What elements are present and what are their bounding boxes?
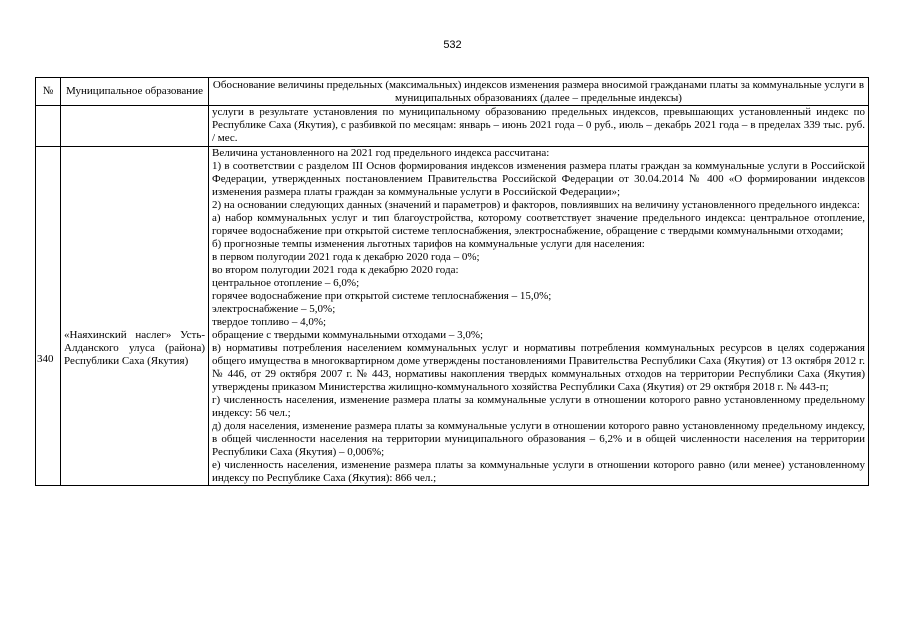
cell-number (36, 147, 61, 486)
paragraph: твердое топливо – 4,0%; (212, 316, 327, 328)
continuation-text: услуги в результате установления по муниципальному образованию предельных индексов, превышающих установленный индекс по Республике Саха (Якутия), с разбивкой по месяцам: январь – июнь 2021 года – 0 руб., июль – декабрь 2021 года – в пределах 339 тыс. руб. / мес. (209, 106, 869, 147)
paragraph: горячее водоснабжение при открытой системе теплоснабжения – 15,0%; (212, 290, 552, 302)
paragraph: 1) в соответствии с разделом III Основ формирования индексов изменения размера платы граждан за коммунальные услуги в Российской Федерации, утвержденных постановлением Правительства Российской Федерации от 30.04.2014 № 400 «О формировании индексов изменения размера платы граждан за коммунальные услуги в Российской Федерации»; (212, 160, 865, 198)
row-number: 340 (37, 353, 54, 365)
paragraph: в первом полугодии 2021 года к декабрю 2020 года – 0%; (212, 251, 480, 263)
table-row-continuation (36, 106, 869, 147)
table-row (36, 147, 869, 486)
paragraph: д) доля населения, изменение размера платы за коммунальные услуги в отношении которого равно установленному предельному индексу, в общей численности населения на территории муниципального образования – 6,2% и в общей численности населения на территории Республики Саха (Якутия) – 0,006%; (212, 420, 865, 458)
paragraph: в) нормативы потребления населением коммунальных услуг и нормативы потребления коммунальных ресурсов в целях содержания общего имущества в многоквартирном доме утверждены постановлениями Правительства Республики Саха (Якутия) от 13 октября 2012 г. № 446, от 29 октября 2007 г. № 443, нормативы накопления твердых коммунальных отходов на территории Республики Саха (Якутия) утверждены приказом Министерства жилищно-коммунального хозяйства Республики Саха (Якутия) от 29 октября 2018 г. № 443-п; (212, 342, 865, 393)
paragraph: обращение с твердыми коммунальными отходами – 3,0%; (212, 329, 484, 341)
header-municipality: Муниципальное образование (61, 78, 209, 106)
paragraph: во втором полугодии 2021 года к декабрю 2020 года: (212, 264, 459, 276)
header-justification: Обоснование величины предельных (максимальных) индексов изменения размера вносимой гражданами платы за коммунальные услуги в муниципальных образованиях (далее – предельные индексы) (209, 78, 869, 106)
indices-table (35, 77, 869, 486)
page-number: 532 (443, 39, 462, 51)
justification-cell (209, 147, 869, 486)
paragraph: Величина установленного на 2021 год предельного индекса рассчитана: (212, 147, 550, 159)
paragraph: центральное отопление – 6,0%; (212, 277, 360, 289)
paragraph: 2) на основании следующих данных (значений и параметров) и факторов, повлиявших на величину установленного предельного индекса: (212, 199, 860, 211)
paragraph: а) набор коммунальных услуг и тип благоустройства, которому соответствует значение предельного индекса: центральное отопление, горячее водоснабжение при открытой системе теплоснабжения, электроснабжение, обращение с твердыми коммунальными отходами; (212, 212, 865, 237)
paragraph: электроснабжение – 5,0%; (212, 303, 336, 315)
paragraph: б) прогнозные темпы изменения льготных тарифов на коммунальные услуги для населения: (212, 238, 645, 250)
header-number: № (36, 78, 61, 106)
cell-municipality-empty (61, 106, 209, 147)
paragraph: е) численность населения, изменение размера платы за коммунальные услуги в отношении которого равно (или менее) установленному индексу по Республике Саха (Якутия): 866 чел.; (212, 459, 865, 484)
municipality-name: «Наяхинский наслег» Усть-Алданского улуса (района) Республики Саха (Якутия) (64, 329, 205, 367)
table-header-row (36, 78, 869, 106)
paragraph: г) численность населения, изменение размера платы за коммунальные услуги в отношении которого равно установленному предельному индексу: 56 чел.; (212, 394, 865, 419)
cell-municipality (61, 147, 209, 486)
cell-number-empty (36, 106, 61, 147)
